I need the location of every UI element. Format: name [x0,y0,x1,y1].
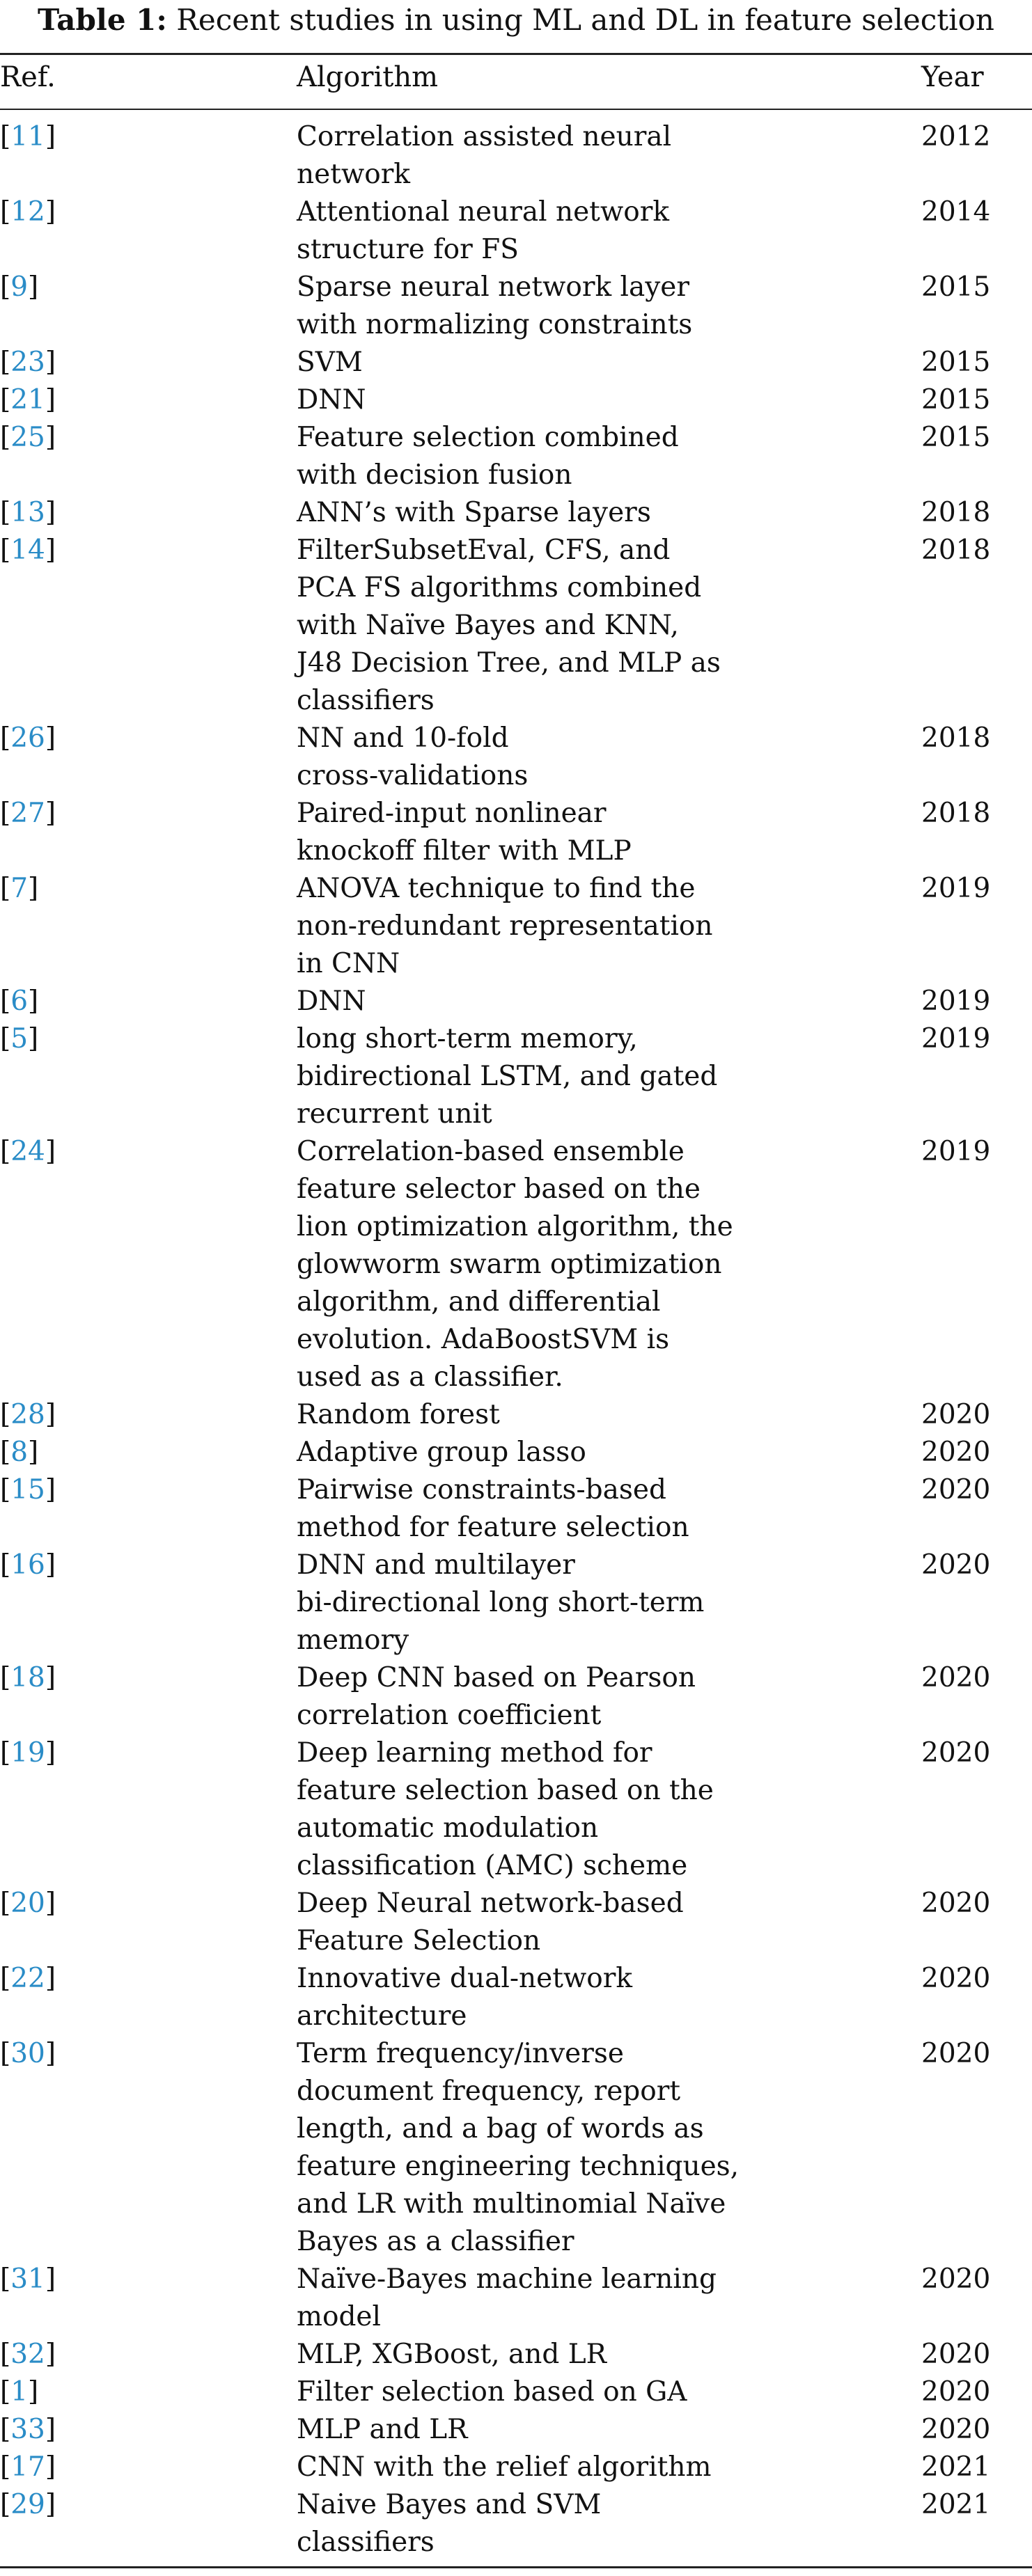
algorithm-cell: DNN and multilayer bi-directional long short-term memory [297,1549,705,1656]
table-body [0,118,1032,2561]
table-row [0,983,1032,1020]
citation-link[interactable]: 32 [10,2339,45,2370]
year-cell: 2019 [921,1023,991,1054]
citation-link[interactable]: 11 [10,121,45,152]
citation-link[interactable]: 18 [10,1662,45,1693]
year-cell: 2018 [921,798,991,829]
ref-cell: [16] [0,1549,56,1581]
citation-link[interactable]: 14 [10,535,45,566]
citation-link[interactable]: 20 [10,1888,45,1919]
table-row [0,344,1032,381]
citation-link[interactable]: 25 [10,422,45,453]
algorithm-cell: FilterSubsetEval, CFS, and PCA FS algorithms combined with Naïve Bayes and KNN, J48 Decision Tree, and MLP as classifiers [297,535,721,716]
year-cell: 2020 [921,1737,991,1769]
algorithm-cell: long short-term memory, bidirectional LSTM, and gated recurrent unit [297,1023,718,1130]
algorithm-cell: Innovative dual-network architecture [297,1963,633,2032]
ref-cell: [14] [0,535,56,566]
ref-cell: [6] [0,986,39,1017]
table-caption-label: Table 1: [38,3,167,37]
algorithm-cell: Correlation-based ensemble feature selector based on the lion optimization algorithm, the glowworm swarm optimization algorithm, and differential evolution. AdaBoostSVM is used as a classifier. [297,1136,733,1393]
algorithm-cell: Adaptive group lasso [297,1437,586,1468]
year-cell: 2020 [921,1437,991,1468]
ref-cell: [11] [0,121,56,152]
citation-link[interactable]: 23 [10,347,45,378]
ref-cell: [28] [0,1399,56,1430]
table-row [0,1133,1032,1396]
ref-cell: [29] [0,2489,56,2520]
table-row [0,1735,1032,1885]
year-cell: 2018 [921,722,991,754]
table-row [0,1547,1032,1659]
citation-link[interactable]: 17 [10,2451,45,2483]
table-row [0,193,1032,269]
ref-cell: [20] [0,1888,56,1919]
citation-link[interactable]: 15 [10,1474,45,1506]
ref-cell: [31] [0,2263,56,2295]
ref-cell: [18] [0,1662,56,1693]
algorithm-cell: CNN with the relief algorithm [297,2451,712,2483]
citation-link[interactable]: 30 [10,2038,45,2069]
citation-link[interactable]: 8 [10,1437,29,1468]
table-caption-text: Recent studies in using ML and DL in feature selection [176,3,994,37]
table-row [0,1020,1032,1133]
table-row [0,1434,1032,1471]
ref-cell: [27] [0,798,56,829]
ref-cell: [5] [0,1023,39,1054]
citation-link[interactable]: 13 [10,497,45,528]
algorithm-cell: Attentional neural network structure for FS [297,196,669,265]
ref-cell: [7] [0,873,39,904]
header-algorithm: Algorithm [297,61,439,93]
ref-cell: [9] [0,271,39,303]
table-row [0,2336,1032,2373]
year-cell: 2020 [921,2339,991,2370]
year-cell: 2020 [921,1662,991,1693]
table-row [0,2411,1032,2449]
ref-cell: [30] [0,2038,56,2069]
algorithm-cell: Paired-input nonlinear knockoff filter with MLP [297,798,632,867]
citation-link[interactable]: 24 [10,1136,45,1167]
table-row [0,1471,1032,1547]
year-cell: 2020 [921,2038,991,2069]
ref-cell: [24] [0,1136,56,1167]
algorithm-cell: NN and 10-fold cross-validations [297,722,529,791]
table-row [0,1396,1032,1434]
table-bottom-rule [0,2566,1032,2568]
citation-link[interactable]: 1 [10,2376,29,2408]
ref-cell: [15] [0,1474,56,1506]
year-cell: 2021 [921,2451,991,2483]
algorithm-cell: Correlation assisted neural network [297,121,672,190]
citation-link[interactable]: 26 [10,722,45,754]
table-row [0,720,1032,795]
year-cell: 2020 [921,1963,991,1994]
year-cell: 2019 [921,986,991,1017]
algorithm-cell: Deep CNN based on Pearson correlation coefficient [297,1662,696,1731]
algorithm-cell: Sparse neural network layer with normalizing constraints [297,271,693,340]
table-row [0,2373,1032,2411]
year-cell: 2021 [921,2489,991,2520]
algorithm-cell: ANOVA technique to find the non-redundant representation in CNN [297,873,713,979]
citation-link[interactable]: 19 [10,1737,45,1769]
year-cell: 2020 [921,1399,991,1430]
citation-link[interactable]: 5 [10,1023,29,1054]
algorithm-cell: Term frequency/inverse document frequency, report length, and a bag of words as feature engineering techniques, and LR with multinomial Naïve Bayes as a classifier [297,2038,740,2257]
algorithm-cell: Deep learning method for feature selection based on the automatic modulation classification (AMC) scheme [297,1737,714,1881]
header-ref: Ref. [0,61,56,93]
ref-cell: [8] [0,1437,39,1468]
year-cell: 2020 [921,1474,991,1506]
ref-cell: [23] [0,347,56,378]
ref-cell: [19] [0,1737,56,1769]
ref-cell: [1] [0,2376,39,2408]
table-row [0,269,1032,344]
ref-cell: [26] [0,722,56,754]
year-cell: 2018 [921,497,991,528]
table-top-rule [0,53,1032,55]
table-row [0,795,1032,870]
citation-link[interactable]: 12 [10,196,45,228]
table-row [0,381,1032,419]
table-row [0,419,1032,494]
ref-cell: [12] [0,196,56,228]
algorithm-cell: SVM [297,347,363,378]
algorithm-cell: Naive Bayes and SVM classifiers [297,2489,602,2558]
algorithm-cell: DNN [297,384,366,416]
citation-link[interactable]: 33 [10,2414,45,2445]
year-cell: 2012 [921,121,991,152]
table-row [0,118,1032,193]
citation-link[interactable]: 21 [10,384,45,416]
table-row [0,1659,1032,1735]
ref-cell: [22] [0,1963,56,1994]
year-cell: 2020 [921,1549,991,1581]
algorithm-cell: MLP, XGBoost, and LR [297,2339,607,2370]
year-cell: 2020 [921,2414,991,2445]
table-row [0,2261,1032,2336]
table-row [0,532,1032,720]
ref-cell: [17] [0,2451,56,2483]
ref-cell: [21] [0,384,56,416]
algorithm-cell: DNN [297,986,366,1017]
year-cell: 2015 [921,384,991,416]
header-year: Year [921,61,984,93]
year-cell: 2018 [921,535,991,566]
algorithm-cell: Feature selection combined with decision fusion [297,422,679,491]
table-row [0,2035,1032,2261]
citation-link[interactable]: 29 [10,2489,45,2520]
year-cell: 2019 [921,1136,991,1167]
year-cell: 2015 [921,347,991,378]
table-row [0,870,1032,983]
ref-cell: [13] [0,497,56,528]
ref-cell: [32] [0,2339,56,2370]
citation-link[interactable]: 7 [10,873,29,904]
algorithm-cell: ANN’s with Sparse layers [297,497,651,528]
algorithm-cell: Pairwise constraints-based method for feature selection [297,1474,689,1543]
year-cell: 2019 [921,873,991,904]
table-caption [0,3,1032,38]
table-header-rule [0,109,1032,110]
algorithm-cell: Random forest [297,1399,500,1430]
table-row [0,2486,1032,2561]
citation-link[interactable]: 28 [10,1399,45,1430]
citation-link[interactable]: 27 [10,798,45,829]
ref-cell: [33] [0,2414,56,2445]
ref-cell: [25] [0,422,56,453]
year-cell: 2020 [921,1888,991,1919]
year-cell: 2020 [921,2376,991,2408]
citation-link[interactable]: 6 [10,986,29,1017]
table-header [0,57,1032,106]
year-cell: 2014 [921,196,991,228]
table-row [0,2449,1032,2486]
year-cell: 2020 [921,2263,991,2295]
table-row [0,1885,1032,1960]
citation-link[interactable]: 9 [10,271,29,303]
table-row [0,1960,1032,2035]
algorithm-cell: MLP and LR [297,2414,468,2445]
year-cell: 2015 [921,422,991,453]
citation-link[interactable]: 31 [10,2263,45,2295]
table-row [0,494,1032,532]
citation-link[interactable]: 16 [10,1549,45,1581]
algorithm-cell: Deep Neural network-based Feature Selection [297,1888,684,1957]
year-cell: 2015 [921,271,991,303]
algorithm-cell: Naïve-Bayes machine learning model [297,2263,717,2332]
citation-link[interactable]: 22 [10,1963,45,1994]
algorithm-cell: Filter selection based on GA [297,2376,687,2408]
